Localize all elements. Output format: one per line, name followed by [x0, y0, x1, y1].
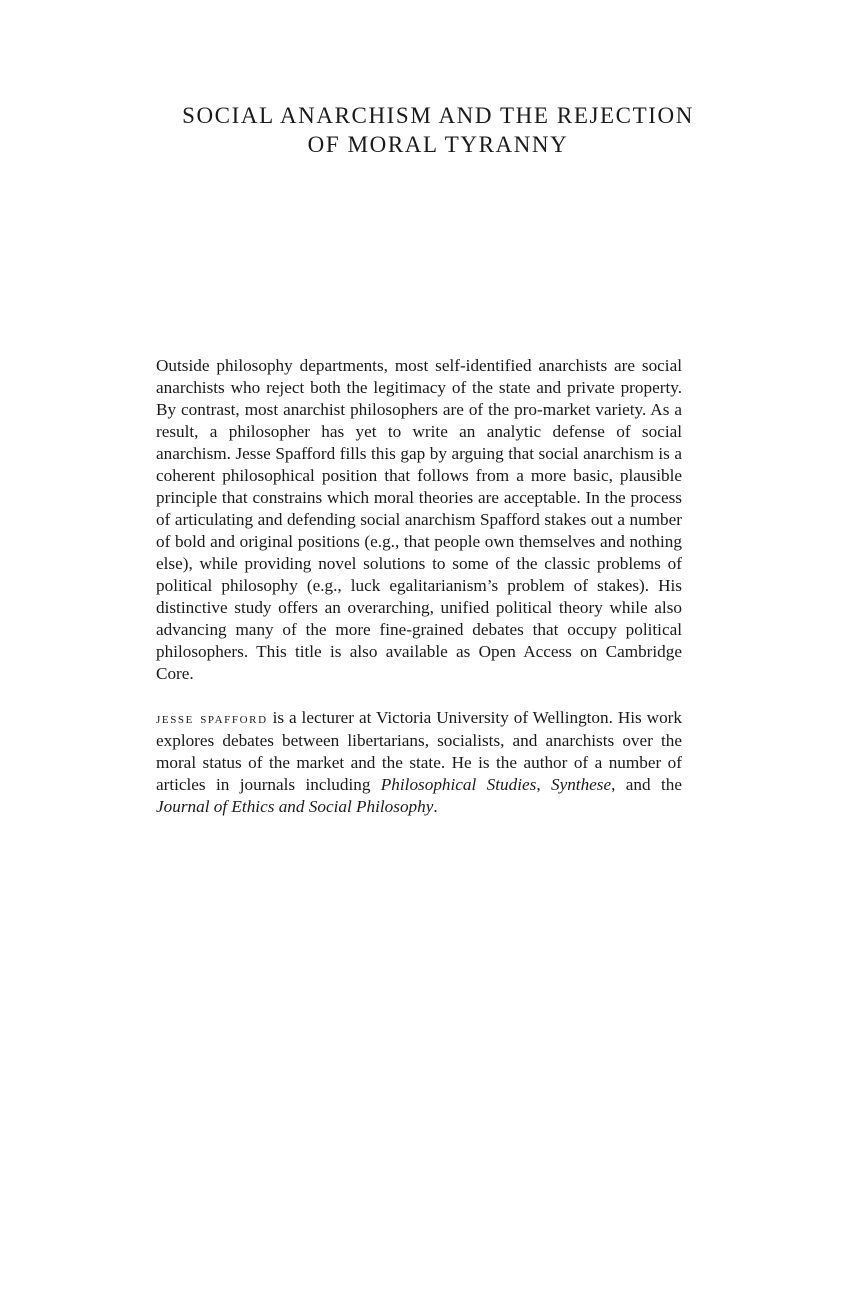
title-line-1: SOCIAL ANARCHISM AND THE REJECTION [182, 103, 694, 128]
author-name: jesse spafford [156, 710, 268, 727]
separator-text: , [536, 775, 551, 794]
journal-title: Journal of Ethics and Social Philosophy [156, 797, 434, 816]
closing-punctuation: . [433, 797, 438, 816]
book-description: Outside philosophy departments, most self-identified anarchists are social anarchists who reject both the legitimacy of the state and private property. By contrast, most anarchist philosophers are of the pro-market variety. As a result, a philosopher has yet to write an analytic defense of social anarchism. Jesse Spafford fills this gap by arguing that social anarchism is a coherent philosophical position that follows from a more basic, plausible principle that constrains which moral theories are acceptable. In the process of articulating and defending social anarchism Spafford stakes out a number of bold and original positions (e.g., that people own themselves and nothing else), while providing novel solutions to some of the classic problems of political philosophy (e.g., luck egalitarianism’s problem of stakes). His distinctive study offers an overarching, unified political theory while also advancing many of the more fine-grained debates that occupy political philosophers. This title is also available as Open Access on Cambridge Core. [156, 356, 682, 683]
blurb-section [156, 355, 682, 818]
journal-title: Philosophical Studies [380, 775, 537, 794]
title-line-2: OF MORAL TYRANNY [307, 132, 569, 157]
paragraph-spacer [156, 685, 682, 707]
book-title [100, 101, 776, 159]
separator-text: , and the [611, 775, 682, 794]
journal-title: Synthese [550, 775, 612, 794]
author-bio [156, 707, 682, 818]
author-bio-text: is a lecturer at Victoria University of Wellington. His work explores debates between libertarians, socialists, and anarchists over the moral status of the market and the state. He is the author of a number of articles in journals including [156, 708, 682, 794]
